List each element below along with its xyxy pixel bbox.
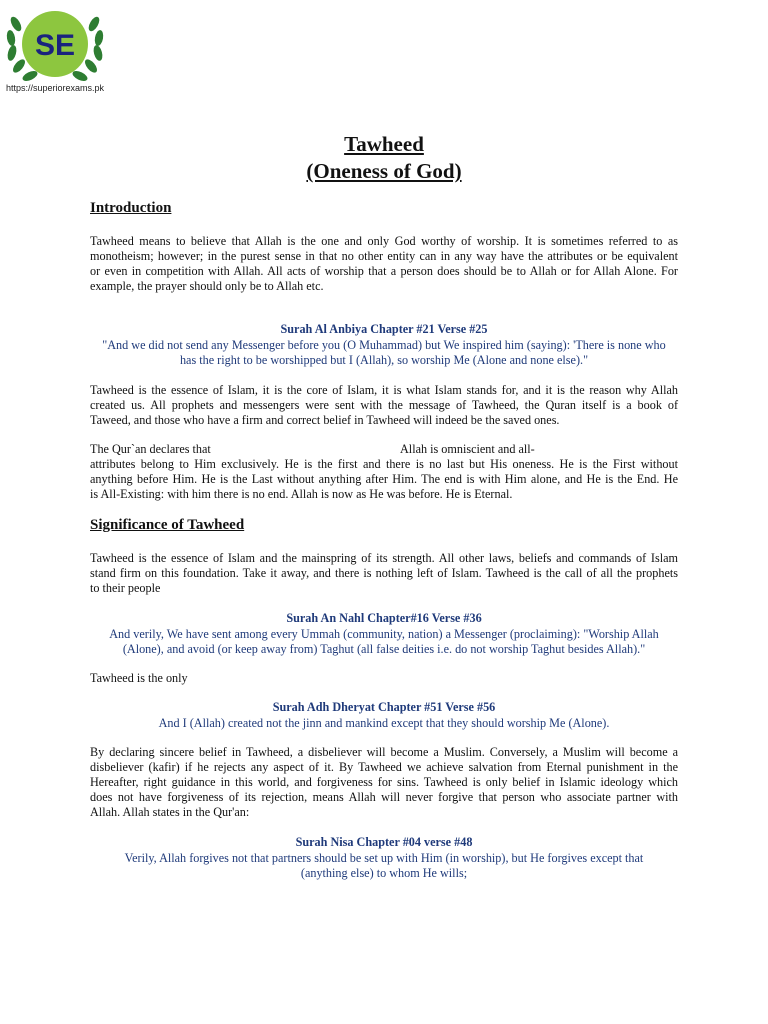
verse-line: (anything else) to whom He wills; — [300, 866, 468, 880]
text-line: anything before Him. He is the Last without anything after Him. The end is with Him alone, and He is the End. He — [90, 472, 678, 486]
text-line: By declaring sincere belief in Tawheed, a disbeliever will become a Muslim. Conversely, a Muslim will become a — [90, 745, 678, 759]
text-line — [90, 442, 678, 457]
verse-text — [90, 627, 678, 657]
site-logo[interactable] — [2, 2, 110, 94]
verse-line: Verily, Allah forgives not that partners should be set up with Him (in worship), but He forgives except that — [124, 851, 644, 865]
text-line: stand firm on this foundation. Take it away, and there is nothing left of Islam. Tawheed is the call of all the prophets — [90, 566, 678, 580]
text-line: does not have forgiveness of its rejection, means Allah will never forgive that person who associate partner with — [90, 790, 678, 804]
page-subtitle: (Oneness of God) — [306, 159, 462, 183]
verse-line: (Alone), and avoid (or keep away from) Taghut (all false deities i.e. do not worship Taghut besides Allah)." — [122, 642, 646, 656]
text-line: Tawheed is the essence of Islam, it is the core of Islam, it is what Islam stands for, and it is the reason why Allah — [90, 383, 678, 397]
text-line: disbeliever (kafir) if he rejects any aspect of it. By Tawheed we achieve salvation from Eternal punishment in the — [90, 760, 678, 774]
introduction-heading: Introduction — [90, 200, 172, 216]
introduction-paragraph-3 — [90, 442, 678, 502]
text-line: Tawheed is the essence of Islam and the mainspring of its strength. All other laws, beliefs and commands of Islam — [90, 551, 678, 565]
verse-text — [90, 716, 678, 731]
logo-text: SE — [34, 29, 76, 62]
text-line: or even in competition with Allah. All acts of worship that a person does should be to Allah or for Allah Alone. For — [90, 264, 678, 278]
text-line: Tawheed means to believe that Allah is the one and only God worthy of worship. It is sometimes referred to as — [90, 234, 678, 248]
text-line: created us. All prophets and messengers were sent with the message of Tawheed, the Quran itself is a book of — [90, 398, 678, 412]
significance-paragraph-3 — [90, 745, 678, 820]
text-line: example, the prayer should only be to Allah etc. — [90, 279, 324, 293]
laurel-badge-icon — [2, 2, 110, 94]
verse-line: And verily, We have sent among every Ummah (community, nation) a Messenger (proclaiming): "Worship Allah — [109, 627, 659, 641]
significance-paragraph-1 — [90, 551, 678, 596]
verse-line: And I (Allah) created not the jinn and mankind except that they should worship Me (Alone). — [158, 716, 610, 730]
verse-text — [90, 851, 678, 881]
text-line: Taweed, and those who have a firm and correct belief in Tawheed will indeed be the saved ones. — [90, 413, 560, 427]
verse-line: "And we did not send any Messenger before you (O Muhammad) but We inspired him (saying): 'There is none who — [102, 338, 666, 352]
text-line: is All-Existing: with him there is no end. Allah is now as He was before. He is Eternal. — [90, 487, 513, 501]
text-line: Tawheed is the only — [90, 671, 188, 685]
page-title: Tawheed — [344, 132, 424, 156]
text-fragment: The Qur`an declares that — [90, 442, 211, 456]
text-line: Allah. Allah states in the Qur'an: — [90, 805, 250, 819]
text-line: to their people — [90, 581, 161, 595]
text-line: Hereafter, right guidance in this world, and forgiveness for sins. Tawheed is only belief in Islamic ideology which — [90, 775, 678, 789]
text-line: monotheism; however; in the purest sense in that no other entity can in any way have the attributes or be equivalent — [90, 249, 678, 263]
verse-text — [90, 338, 678, 368]
site-url-link[interactable]: https://superiorexams.pk — [6, 83, 105, 93]
verse-reference: Surah Nisa Chapter #04 verse #48 — [295, 835, 473, 849]
verse-line: has the right to be worshipped but I (Allah), so worship Me (Alone and none else)." — [179, 353, 589, 367]
significance-heading: Significance of Tawheed — [90, 517, 245, 533]
introduction-paragraph-2 — [90, 383, 678, 428]
verse-reference: Surah An Nahl Chapter#16 Verse #36 — [286, 611, 482, 625]
verse-reference: Surah Al Anbiya Chapter #21 Verse #25 — [280, 322, 488, 336]
text-line: attributes belong to Him exclusively. He is the first and there is no last but His oneness. He is the First without — [90, 457, 678, 471]
verse-reference: Surah Adh Dheryat Chapter #51 Verse #56 — [272, 700, 496, 714]
text-fragment: Allah is omniscient and all- — [400, 442, 535, 456]
significance-paragraph-2 — [90, 671, 678, 686]
introduction-paragraph-1 — [90, 234, 678, 294]
